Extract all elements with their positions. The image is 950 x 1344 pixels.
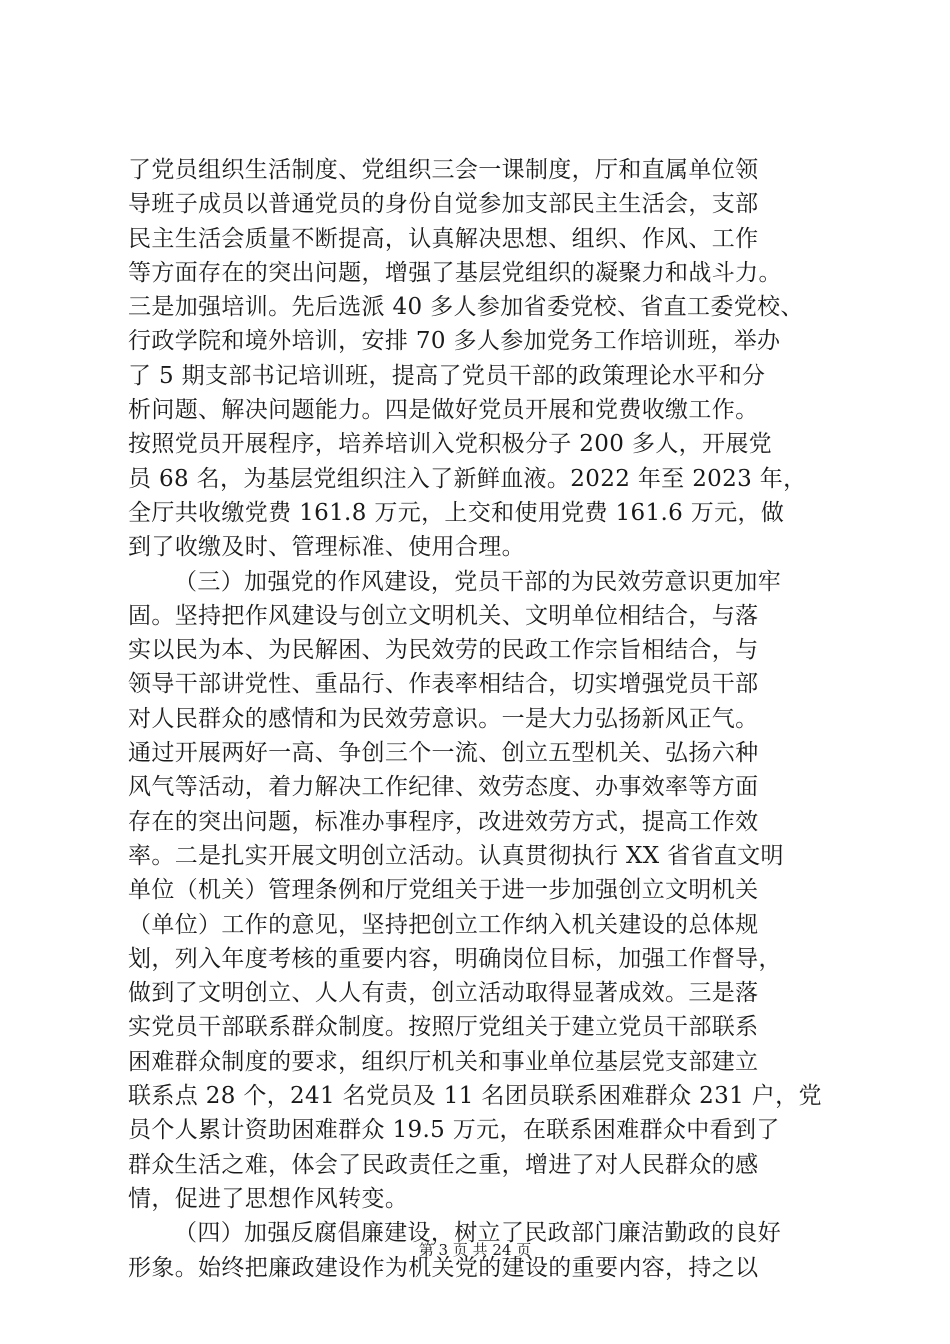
section-3-heading-line: （三）加强党的作风建设，党员干部的为民效劳意识更加牢 xyxy=(174,568,782,595)
text-line: 困难群众制度的要求，组织厅机关和事业单位基层党支部建立 xyxy=(128,1048,759,1075)
text-line: 联系点 28 个，241 名党员及 11 名团员联系困难群众 231 户，党 xyxy=(128,1083,822,1110)
text-line: 析问题、解决问题能力。四是做好党员开展和党费收缴工作。 xyxy=(128,397,759,424)
text-line: 三是加强培训。先后选派 40 多人参加省委党校、省直工委党校、 xyxy=(128,294,804,321)
text-line: 导班子成员以普通党员的身份自觉参加支部民主生活会，支部 xyxy=(128,191,759,218)
text-line: 员个人累计资助困难群众 19.5 万元，在联系困难群众中看到了 xyxy=(128,1117,780,1144)
document-body xyxy=(128,153,828,1285)
text-line: 率。二是扎实开展文明创立活动。认真贯彻执行 XX 省省直文明 xyxy=(128,842,784,869)
text-line: 员 68 名，为基层党组织注入了新鲜血液。2022 年至 2023 年， xyxy=(128,465,807,492)
text-line: 群众生活之难，体会了民政责任之重，增进了对人民群众的感 xyxy=(128,1151,759,1178)
text-line: 到了收缴及时、管理标准、使用合理。 xyxy=(128,534,525,561)
text-line: 风气等活动，着力解决工作纪律、效劳态度、办事效率等方面 xyxy=(128,774,759,801)
page-number-footer: 第 3 页 共 24 页 xyxy=(418,1241,532,1259)
text-line: 了 5 期支部书记培训班，提高了党员干部的政策理论水平和分 xyxy=(128,362,766,389)
section-4-heading-line: （四）加强反腐倡廉建设，树立了民政部门廉洁勤政的良好 xyxy=(174,1220,782,1247)
text-line: 对人民群众的感情和为民效劳意识。一是大力弘扬新风正气。 xyxy=(128,705,759,732)
text-line: 领导干部讲党性、重品行、作表率相结合，切实增强党员干部 xyxy=(128,671,759,698)
text-line: 做到了文明创立、人人有责，创立活动取得显著成效。三是落 xyxy=(128,980,759,1007)
text-line: 通过开展两好一高、争创三个一流、创立五型机关、弘扬六种 xyxy=(128,740,759,767)
text-line: 民主生活会质量不断提高，认真解决思想、组织、作风、工作 xyxy=(128,225,759,252)
text-line: 按照党员开展程序，培养培训入党积极分子 200 多人，开展党 xyxy=(128,431,773,458)
text-line: 划，列入年度考核的重要内容，明确岗位目标，加强工作督导， xyxy=(128,945,782,972)
text-line: 全厅共收缴党费 161.8 万元，上交和使用党费 161.6 万元，做 xyxy=(128,499,785,526)
text-line: 实以民为本、为民解困、为民效劳的民政工作宗旨相结合，与 xyxy=(128,637,759,664)
text-line: 形象。始终把廉政建设作为机关党的建设的重要内容，持之以 xyxy=(128,1254,759,1281)
text-line: 了党员组织生活制度、党组织三会一课制度，厅和直属单位领 xyxy=(128,157,759,183)
text-line: （单位）工作的意见，坚持把创立工作纳入机关建设的总体规 xyxy=(128,911,759,938)
text-line: 情，促进了思想作风转变。 xyxy=(128,1185,409,1212)
text-line: 存在的突出问题，标准办事程序，改进效劳方式，提高工作效 xyxy=(128,808,759,835)
text-line: 行政学院和境外培训，安排 70 多人参加党务工作培训班，举办 xyxy=(128,328,781,355)
text-line: 实党员干部联系群众制度。按照厅党组关于建立党员干部联系 xyxy=(128,1014,759,1041)
text-line: 固。坚持把作风建设与创立文明机关、文明单位相结合，与落 xyxy=(128,602,759,629)
text-line: 单位（机关）管理条例和厅党组关于进一步加强创立文明机关 xyxy=(128,877,759,904)
text-line: 等方面存在的突出问题，增强了基层党组织的凝聚力和战斗力。 xyxy=(128,259,782,286)
